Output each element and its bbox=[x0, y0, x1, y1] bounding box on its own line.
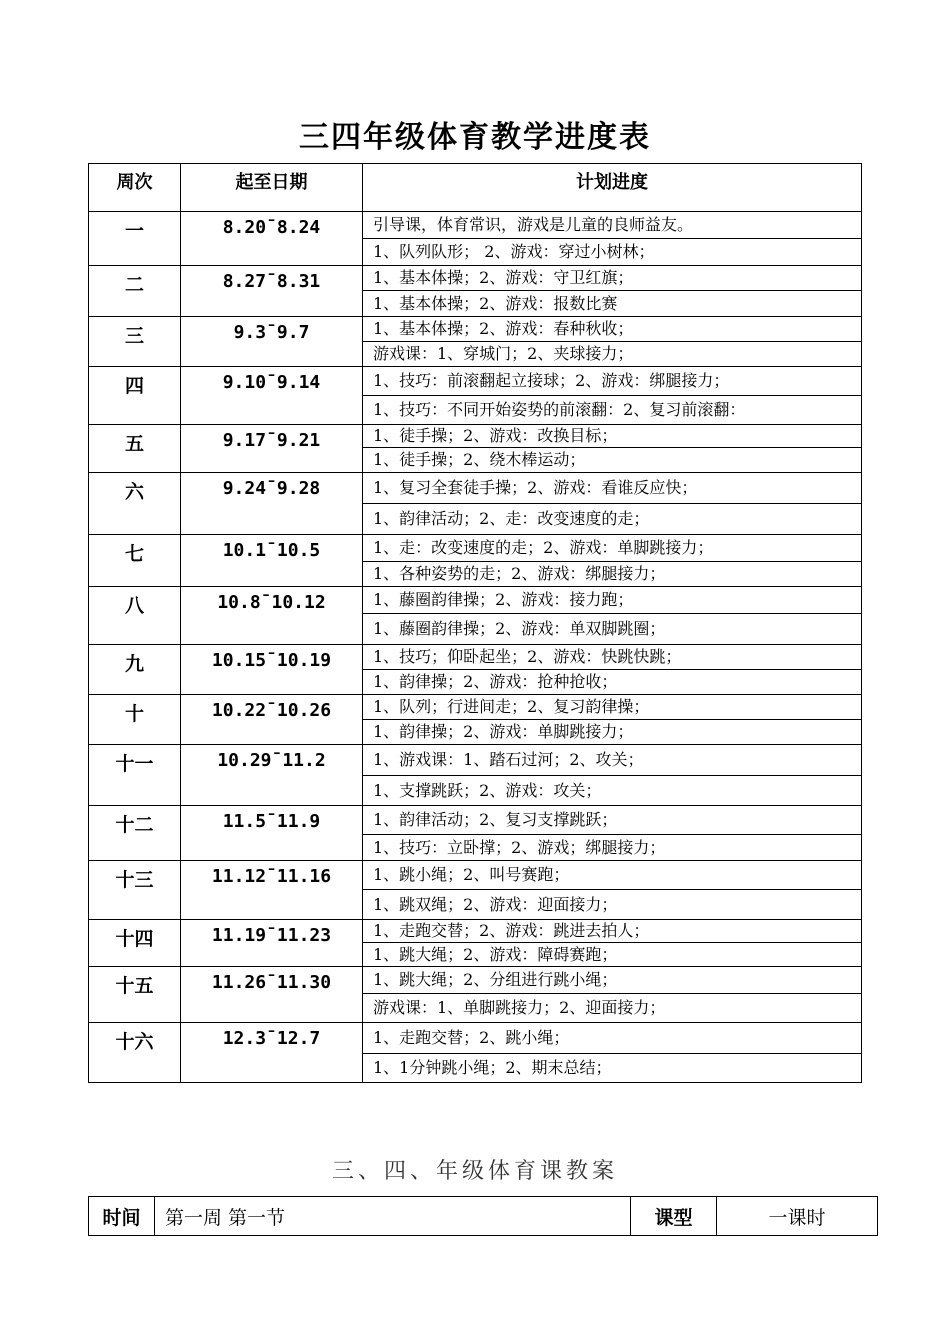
plan-line: 1、技巧；仰卧起坐；2、游戏：快跳快跳； bbox=[363, 645, 862, 670]
time-label: 时间 bbox=[89, 1197, 155, 1236]
week-cell: 七 bbox=[89, 535, 181, 587]
plan-line: 1、藤圈韵律操；2、游戏：单双脚跳圈； bbox=[363, 614, 862, 645]
week-cell: 四 bbox=[89, 367, 181, 425]
plan-line: 1、徒手操；2、游戏：改换目标； bbox=[363, 425, 862, 448]
date-cell: 9.17¯9.21 bbox=[181, 425, 363, 473]
date-cell: 9.10¯9.14 bbox=[181, 367, 363, 425]
plan-line: 1、跳大绳；2、分组进行跳小绳； bbox=[363, 967, 862, 994]
date-cell: 9.24¯9.28 bbox=[181, 473, 363, 535]
plan-line: 1、基本体操；2、游戏：守卫红旗； bbox=[363, 266, 862, 291]
plan-line: 1、跳大绳；2、游戏：障碍赛跑； bbox=[363, 943, 862, 967]
plan-line: 1、跳双绳；2、游戏：迎面接力； bbox=[363, 890, 862, 920]
week-cell: 八 bbox=[89, 587, 181, 645]
plan-line: 引导课，体育常识，游戏是儿童的良师益友。 bbox=[363, 212, 862, 239]
page-title: 三四年级体育教学进度表 bbox=[299, 120, 651, 155]
plan-line: 1、队列；行进间走；2、复习韵律操； bbox=[363, 695, 862, 720]
plan-line: 1、跳小绳；2、叫号赛跑； bbox=[363, 861, 862, 890]
date-cell: 10.1¯10.5 bbox=[181, 535, 363, 587]
table-row bbox=[89, 861, 862, 890]
week-cell: 九 bbox=[89, 645, 181, 695]
header-row bbox=[89, 164, 862, 212]
plan-line: 1、韵律活动；2、复习支撑跳跃； bbox=[363, 806, 862, 835]
date-cell: 11.12¯11.16 bbox=[181, 861, 363, 920]
table-row bbox=[89, 212, 862, 239]
plan-line: 游戏课：1、单脚跳接力；2、迎面接力； bbox=[363, 994, 862, 1023]
week-cell: 五 bbox=[89, 425, 181, 473]
table-row bbox=[89, 806, 862, 835]
plan-line: 1、技巧：立卧撑；2、游戏；绑腿接力； bbox=[363, 835, 862, 861]
type-label: 课型 bbox=[631, 1197, 717, 1236]
date-cell: 11.5¯11.9 bbox=[181, 806, 363, 861]
plan-line: 1、1分钟跳小绳；2、期末总结； bbox=[363, 1054, 862, 1083]
header-week: 周次 bbox=[89, 164, 181, 212]
week-cell: 十 bbox=[89, 695, 181, 745]
week-cell: 十一 bbox=[89, 745, 181, 806]
plan-line: 1、基本体操；2、游戏：报数比赛 bbox=[363, 291, 862, 317]
table-row bbox=[89, 645, 862, 670]
plan-line: 1、韵律操；2、游戏：单脚跳接力； bbox=[363, 720, 862, 745]
type-value: 一课时 bbox=[717, 1197, 878, 1236]
week-cell: 十五 bbox=[89, 967, 181, 1023]
plan-line: 1、韵律操；2、游戏：抢种抢收； bbox=[363, 670, 862, 695]
week-cell: 十六 bbox=[89, 1023, 181, 1083]
plan-line: 1、走：改变速度的走；2、游戏：单脚跳接力； bbox=[363, 535, 862, 562]
date-cell: 11.19¯11.23 bbox=[181, 920, 363, 967]
date-cell: 8.27¯8.31 bbox=[181, 266, 363, 317]
plan-line: 1、技巧：不同开始姿势的前滚翻：2、复习前滚翻： bbox=[363, 396, 862, 425]
date-cell: 10.22¯10.26 bbox=[181, 695, 363, 745]
plan-line: 游戏课：1、穿城门；2、夹球接力； bbox=[363, 342, 862, 367]
plan-line: 1、各种姿势的走；2、游戏：绑腿接力； bbox=[363, 562, 862, 587]
table-row bbox=[89, 266, 862, 291]
plan-line: 1、韵律活动；2、走：改变速度的走； bbox=[363, 504, 862, 535]
table-row bbox=[89, 587, 862, 614]
table-row bbox=[89, 425, 862, 448]
plan-line: 1、藤圈韵律操；2、游戏：接力跑； bbox=[363, 587, 862, 614]
time-value: 第一周 第一节 bbox=[155, 1197, 631, 1236]
plan-line: 1、游戏课：1、踏石过河；2、攻关； bbox=[363, 745, 862, 776]
plan-line: 1、走跑交替；2、游戏：跳进去拍人； bbox=[363, 920, 862, 943]
week-cell: 三 bbox=[89, 317, 181, 367]
date-cell: 10.29¯11.2 bbox=[181, 745, 363, 806]
header-plan: 计划进度 bbox=[363, 164, 862, 212]
week-cell: 一 bbox=[89, 212, 181, 266]
header-dates: 起至日期 bbox=[181, 164, 363, 212]
plan-line: 1、复习全套徒手操；2、游戏：看谁反应快； bbox=[363, 473, 862, 504]
plan-line: 1、基本体操；2、游戏：春种秋收； bbox=[363, 317, 862, 342]
week-cell: 十三 bbox=[89, 861, 181, 920]
plan-line: 1、支撑跳跃；2、游戏：攻关； bbox=[363, 776, 862, 806]
plan-line: 1、走跑交替；2、跳小绳； bbox=[363, 1023, 862, 1054]
table-row bbox=[89, 745, 862, 776]
table-row bbox=[89, 317, 862, 342]
week-cell: 十四 bbox=[89, 920, 181, 967]
table-row bbox=[89, 920, 862, 943]
table-row bbox=[89, 967, 862, 994]
table-row bbox=[89, 367, 862, 396]
date-cell: 8.20¯8.24 bbox=[181, 212, 363, 266]
date-cell: 9.3¯9.7 bbox=[181, 317, 363, 367]
date-cell: 12.3¯12.7 bbox=[181, 1023, 363, 1083]
lesson-plan-title: 三、四、年级体育课教案 bbox=[331, 1159, 618, 1184]
plan-line: 1、徒手操；2、绕木棒运动； bbox=[363, 448, 862, 473]
plan-line: 1、技巧：前滚翻起立接球；2、游戏：绑腿接力； bbox=[363, 367, 862, 396]
plan-line: 1、队列队形； 2、游戏：穿过小树林； bbox=[363, 239, 862, 266]
table-row bbox=[89, 1023, 862, 1054]
week-cell: 十二 bbox=[89, 806, 181, 861]
week-cell: 六 bbox=[89, 473, 181, 535]
date-cell: 10.8¯10.12 bbox=[181, 587, 363, 645]
week-cell: 二 bbox=[89, 266, 181, 317]
table-row bbox=[89, 535, 862, 562]
date-cell: 11.26¯11.30 bbox=[181, 967, 363, 1023]
table-row bbox=[89, 695, 862, 720]
lesson-table bbox=[88, 1196, 878, 1236]
date-cell: 10.15¯10.19 bbox=[181, 645, 363, 695]
schedule-table bbox=[88, 163, 862, 1083]
table-row bbox=[89, 473, 862, 504]
